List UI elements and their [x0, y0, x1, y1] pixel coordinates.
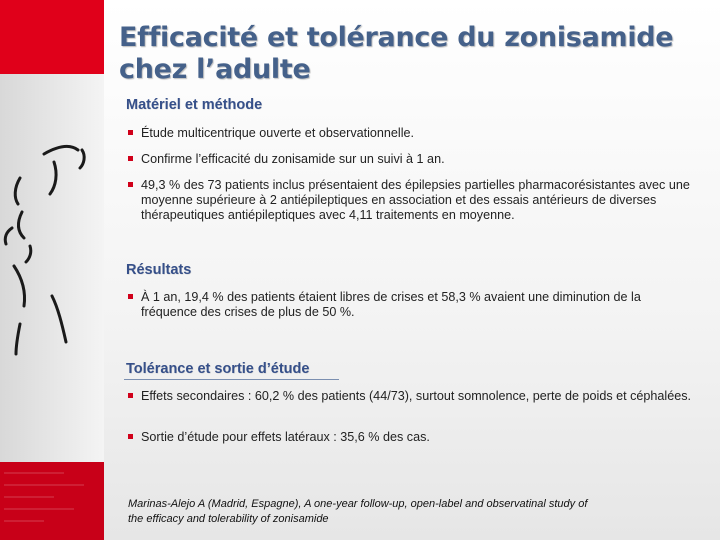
section-heading-results: Résultats	[126, 262, 192, 278]
results-bullet-1: À 1 an, 19,4 % des patients étaient libres de crises et 58,3 % avaient une diminution de la fréquence des crises de plus de 50 %.	[128, 290, 698, 320]
methods-bullet-3: 49,3 % des 73 patients inclus présentaient des épilepsies partielles pharmacorésistantes avec une moyenne supérieure à 2 antiépileptiques en association et des essais antérieurs de diverses thérapeutiques antiépileptiques avec 4,11 traitements en moyenne.	[128, 178, 698, 223]
running-figure-sketch-icon	[0, 128, 104, 378]
slide-title	[119, 22, 673, 86]
reference-line-1: Marinas-Alejo A (Madrid, Espagne), A one-year follow-up, open-label and observatinal study of	[128, 498, 588, 510]
section-heading-tolerance: Tolérance et sortie d’étude	[126, 361, 310, 377]
tolerance-bullet-2: Sortie d’étude pour effets latéraux : 35,6 % des cas.	[128, 430, 698, 445]
methods-bullet-1: Étude multicentrique ouverte et observationnelle.	[128, 126, 698, 141]
bullet-icon	[128, 294, 133, 299]
bullet-icon	[128, 130, 133, 135]
bullet-icon	[128, 393, 133, 398]
methods-bullet-2: Confirme l’efficacité du zonisamide sur un suivi à 1 an.	[128, 152, 698, 167]
red-bottom-band	[0, 462, 104, 540]
title-line-1: Efficacité et tolérance du zonisamide	[119, 22, 674, 53]
reference-citation	[128, 497, 668, 527]
reference-line-2: the efficacy and tolerability of zonisamide	[128, 513, 329, 525]
tolerance-bullet-1: Effets secondaires : 60,2 % des patients (44/73), surtout somnolence, perte de poids et céphalées.	[128, 389, 698, 404]
bullet-icon	[128, 434, 133, 439]
title-line-2: chez l’adulte	[119, 54, 311, 85]
bullet-icon	[128, 156, 133, 161]
section-heading-methods: Matériel et méthode	[126, 97, 263, 113]
red-top-band	[0, 0, 104, 74]
bullet-icon	[128, 182, 133, 187]
left-sidebar	[0, 0, 104, 540]
